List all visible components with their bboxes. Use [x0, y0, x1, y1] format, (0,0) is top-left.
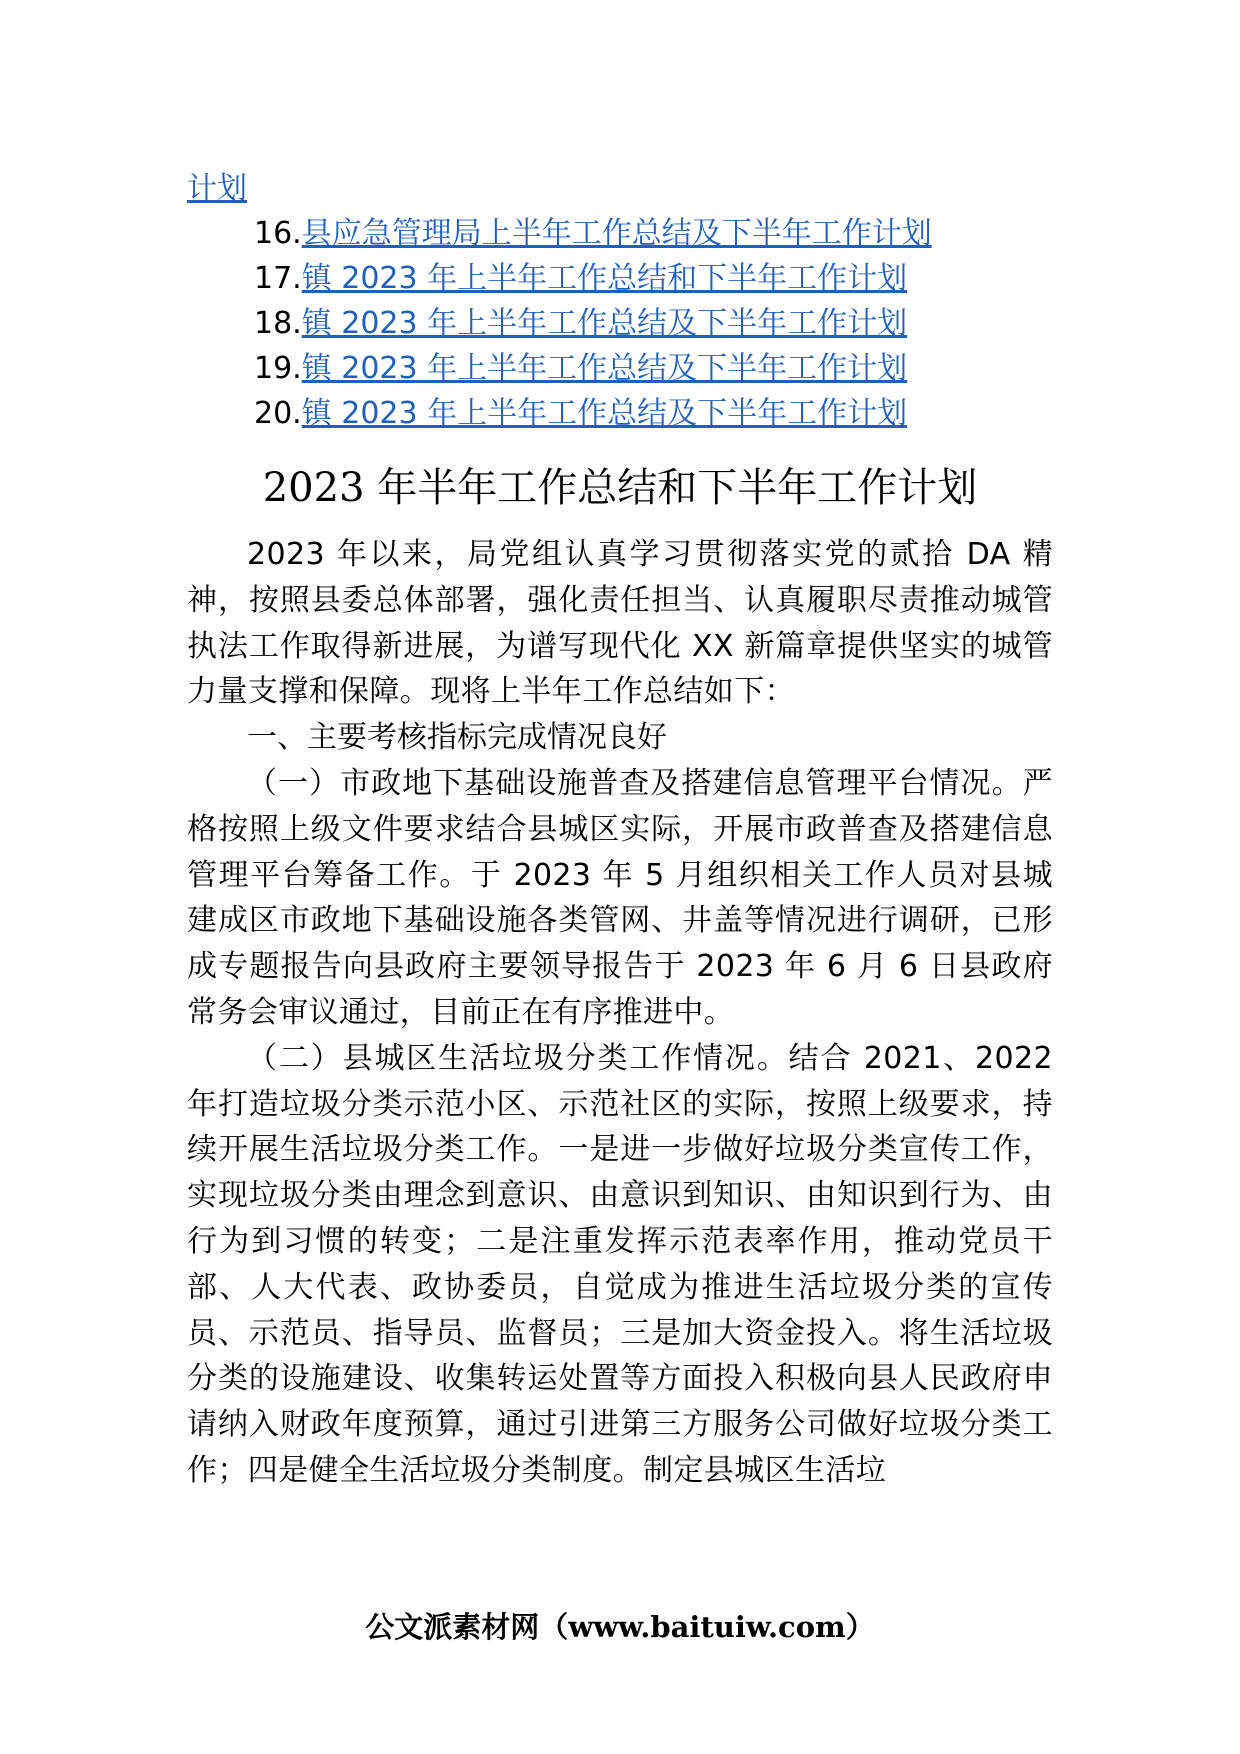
toc-item: [187, 301, 1067, 346]
toc-item-link[interactable]: 县应急管理局上半年工作总结及下半年工作计划: [301, 216, 932, 251]
toc-item: [187, 211, 1067, 256]
toc-item-link[interactable]: 镇 2023 年上半年工作总结及下半年工作计划: [301, 306, 908, 341]
body-paragraph: （一）市政地下基础设施普查及搭建信息管理平台情况。严格按照上级文件要求结合县城区实际，开展市政普查及搭建信息管理平台筹备工作。于 2023 年 5 月组织相关工作人员对县城建成区市政地下基础设施各类管网、井盖等情况进行调研，已形成专题报告向县政府主要领导报告于 2023 年 6 月 6 日县政府常务会审议通过，目前正在有序推进中。: [187, 765, 1053, 1030]
toc-item-link[interactable]: 镇 2023 年上半年工作总结和下半年工作计划: [301, 261, 908, 296]
toc-item: [187, 346, 1067, 391]
toc-item: [187, 256, 1067, 301]
document-body: [187, 532, 1053, 1494]
section-heading: 一、主要考核指标完成情况良好: [247, 720, 667, 756]
document-title: 2023 年半年工作总结和下半年工作计划: [262, 465, 978, 511]
toc-item-number: 18.: [254, 306, 302, 341]
toc-item-link[interactable]: 镇 2023 年上半年工作总结及下半年工作计划: [301, 351, 908, 386]
toc-item-number: 16.: [254, 216, 302, 251]
toc-item: [187, 391, 1067, 436]
toc-item-number: 17.: [254, 261, 302, 296]
toc-item-number: 20.: [254, 396, 302, 431]
toc-item-link[interactable]: 镇 2023 年上半年工作总结及下半年工作计划: [301, 396, 908, 431]
footer-watermark: 公文派素材网（www.baituiw.com）: [365, 1610, 875, 1644]
table-of-contents: [187, 166, 1067, 436]
toc-item-number: 19.: [254, 351, 302, 386]
intro-paragraph: 2023 年以来，局党组认真学习贯彻落实党的贰拾 DA 精神，按照县委总体部署，强化责任担当、认真履职尽责推动城管执法工作取得新进展，为谱写现代化 XX 新篇章提供坚实的城管力量支撑和保障。现将上半年工作总结如下：: [187, 537, 1053, 710]
body-paragraph: （二）县城区生活垃圾分类工作情况。结合 2021、2022 年打造垃圾分类示范小区、示范社区的实际，按照上级要求，持续开展生活垃圾分类工作。一是进一步做好垃圾分类宣传工作，实现垃圾分类由理念到意识、由意识到知识、由知识到行为、由行为到习惯的转变；二是注重发挥示范表率作用，推动党员干部、人大代表、政协委员，自觉成为推进生活垃圾分类的宣传员、示范员、指导员、监督员；三是加大资金投入。将生活垃圾分类的设施建设、收集转运处置等方面投入积极向县人民政府申请纳入财政年度预算，通过引进第三方服务公司做好垃圾分类工作；四是健全生活垃圾分类制度。制定县城区生活垃: [187, 1040, 1053, 1488]
toc-continuation-link[interactable]: 计划: [187, 171, 247, 206]
